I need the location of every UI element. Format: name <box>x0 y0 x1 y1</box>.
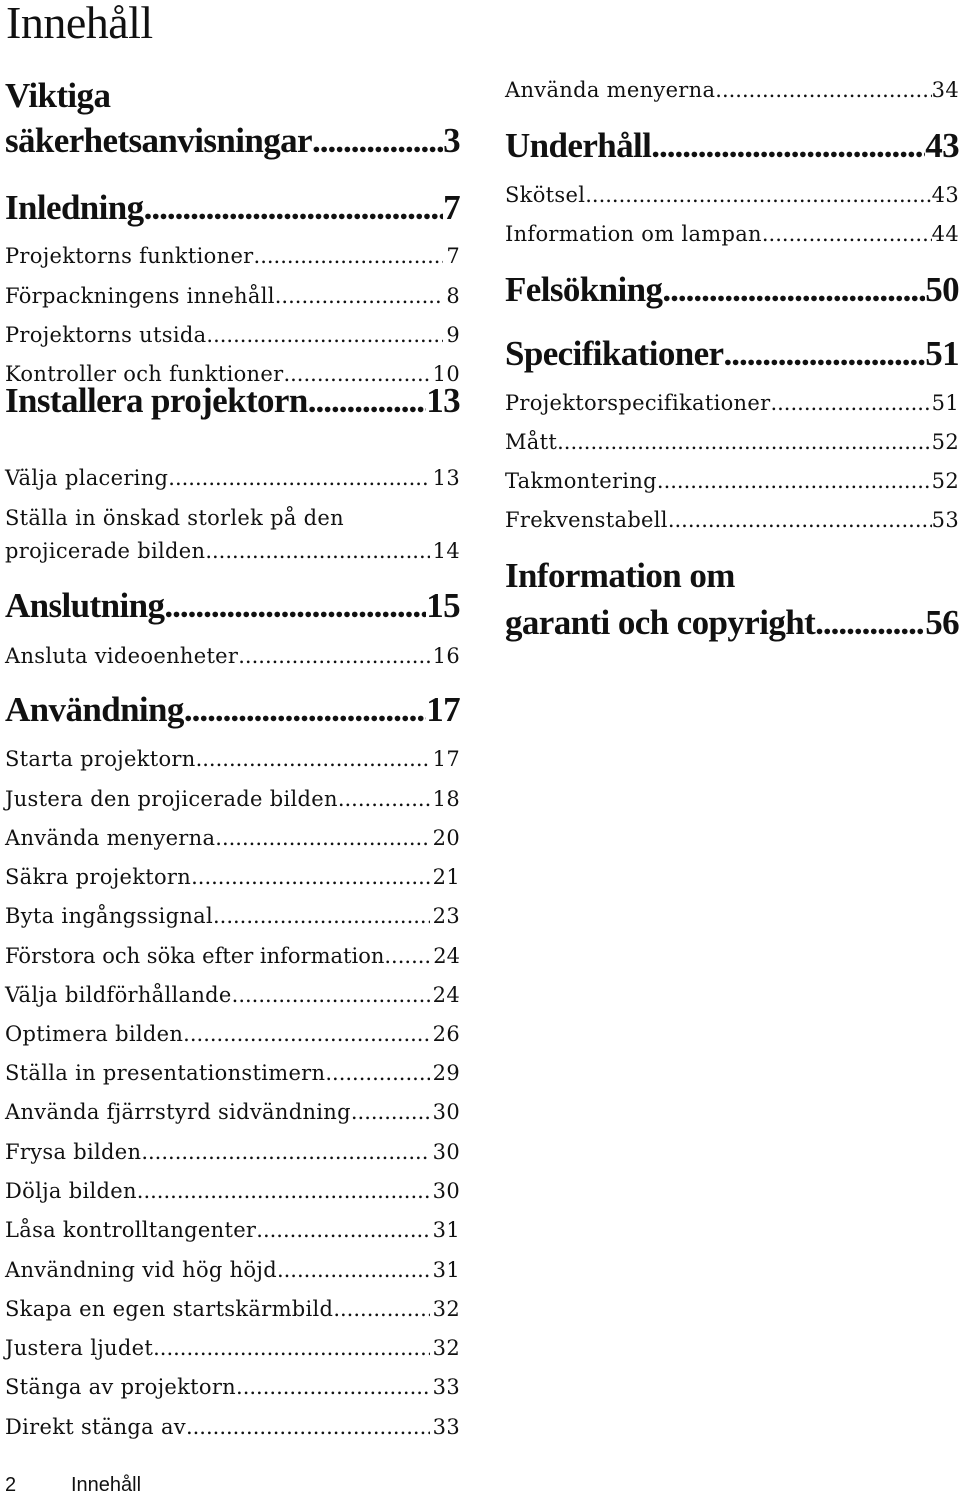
toc-page-number: 34 <box>931 78 959 102</box>
toc-section-entry[interactable] <box>5 322 460 348</box>
toc-section-entry[interactable] <box>5 903 460 929</box>
toc-page-number: 43 <box>931 183 959 207</box>
toc-entry-label: Dölja bilden <box>5 1179 137 1203</box>
toc-leader-dots <box>715 77 931 103</box>
toc-entry-label: Information om lampan <box>505 222 762 246</box>
toc-entry-label-line2: projicerade bilden <box>5 539 206 563</box>
toc-leader-dots <box>557 429 932 455</box>
toc-section-entry[interactable] <box>5 982 460 1008</box>
toc-entry-label-line2: säkerhetsanvisningar <box>5 121 312 160</box>
toc-entry-label: Takmontering <box>505 469 657 493</box>
toc-leader-dots <box>153 1335 430 1361</box>
toc-leader-dots <box>275 283 444 309</box>
toc-page-number: 3 <box>443 121 460 160</box>
toc-entry-label: Förstora och söka efter information <box>5 944 385 968</box>
toc-entry-label: Välja placering <box>5 466 169 490</box>
toc-entry-label: Låsa kontrolltangenter <box>5 1218 257 1242</box>
toc-page-number: 17 <box>426 690 460 729</box>
toc-page-number: 33 <box>432 1375 460 1399</box>
toc-entry-label: Underhåll <box>505 126 652 165</box>
toc-page-number: 26 <box>432 1022 460 1046</box>
footer-section-title: Innehåll <box>71 1474 142 1496</box>
toc-section-entry[interactable] <box>5 283 460 309</box>
toc-page-number: 31 <box>432 1218 460 1242</box>
toc-page-number: 13 <box>426 381 460 420</box>
toc-leader-dots <box>215 825 429 851</box>
toc-page-number: 44 <box>931 222 959 246</box>
toc-leader-dots <box>308 381 426 421</box>
toc-entry-label-line1: Viktiga <box>5 76 111 115</box>
toc-entry-label: Välja bildförhållande <box>5 983 232 1007</box>
toc-page-number: 13 <box>432 466 460 490</box>
toc-page-number: 14 <box>432 539 460 563</box>
toc-section-entry[interactable] <box>5 1139 460 1165</box>
toc-page-number: 7 <box>446 244 460 268</box>
toc-entry-label: Ansluta videoenheter <box>5 644 239 668</box>
toc-leader-dots <box>277 1257 430 1283</box>
toc-page-number: 29 <box>432 1061 460 1085</box>
toc-section-entry[interactable] <box>5 1099 460 1125</box>
toc-page-number: 30 <box>432 1179 460 1203</box>
toc-entry-label: Frekvenstabell <box>505 508 668 532</box>
toc-entry-label: Ställa in presentationstimern <box>5 1061 326 1085</box>
toc-section-entry[interactable] <box>505 77 959 103</box>
toc-leader-dots <box>196 746 430 772</box>
toc-leader-dots <box>312 121 443 161</box>
toc-page-number: 51 <box>931 391 959 415</box>
toc-page-number: 56 <box>925 603 959 642</box>
toc-leader-dots <box>232 982 430 1008</box>
toc-leader-dots <box>206 322 443 348</box>
toc-entry-label: Säkra projektorn <box>5 865 192 889</box>
toc-page-number: 51 <box>925 334 959 373</box>
toc-leader-dots <box>256 1217 429 1243</box>
toc-section-entry[interactable] <box>5 1060 460 1086</box>
toc-section-entry[interactable] <box>5 1217 460 1243</box>
toc-entry-label: Användning vid hög höjd <box>5 1258 277 1282</box>
toc-leader-dots <box>338 786 430 812</box>
toc-page-number: 33 <box>432 1415 460 1439</box>
toc-entry-label: Använda menyerna <box>505 78 716 102</box>
toc-leader-dots <box>164 586 426 626</box>
toc-page-number: 31 <box>432 1258 460 1282</box>
toc-page-number: 15 <box>426 586 460 625</box>
toc-section-entry[interactable] <box>5 643 460 669</box>
toc-leader-dots <box>137 1178 430 1204</box>
toc-leader-dots <box>651 126 925 166</box>
toc-leader-dots <box>723 334 925 374</box>
toc-page-number: 24 <box>433 944 460 968</box>
toc-page-number: 8 <box>446 284 460 308</box>
toc-page-number: 10 <box>432 362 460 386</box>
toc-leader-dots <box>657 468 932 494</box>
toc-left-column <box>5 0 460 1499</box>
toc-leader-dots <box>205 538 429 564</box>
toc-chapter-entry[interactable] <box>505 334 959 374</box>
toc-leader-dots <box>770 390 931 416</box>
toc-section-entry[interactable] <box>5 943 460 969</box>
toc-section-entry[interactable] <box>5 1021 460 1047</box>
toc-page-number: 43 <box>925 126 959 165</box>
toc-section-entry[interactable] <box>5 243 460 269</box>
toc-page-number: 17 <box>432 747 460 771</box>
toc-entry-label: Projektorns funktioner <box>5 244 254 268</box>
toc-section-entry[interactable] <box>5 746 460 772</box>
footer-page-number: 2 <box>5 1474 17 1496</box>
toc-leader-dots <box>585 182 931 208</box>
toc-section-entry[interactable] <box>505 221 959 247</box>
toc-section-entry[interactable] <box>505 468 959 494</box>
toc-chapter-entry[interactable] <box>5 381 460 421</box>
toc-page-number: 32 <box>432 1336 460 1360</box>
toc-page-number: 23 <box>432 904 460 928</box>
toc-leader-dots <box>141 1139 429 1165</box>
toc-entry-label: Inledning <box>5 188 144 227</box>
toc-entry-label: Skötsel <box>505 183 586 207</box>
toc-entry-label: Mått <box>505 430 558 454</box>
toc-leader-dots <box>384 943 433 969</box>
toc-chapter-entry[interactable] <box>5 690 460 730</box>
toc-entry-label: Användning <box>5 690 184 729</box>
toc-leader-dots <box>186 1414 430 1440</box>
toc-chapter-entry[interactable] <box>505 126 959 166</box>
toc-entry-label: Specifikationer <box>505 334 724 373</box>
toc-section-entry[interactable] <box>5 505 460 563</box>
toc-chapter-entry[interactable] <box>5 188 460 228</box>
toc-page-number: 20 <box>432 826 460 850</box>
toc-page-number: 53 <box>931 508 959 532</box>
toc-leader-dots <box>662 270 925 310</box>
toc-entry-label: Justera den projicerade bilden <box>5 787 338 811</box>
toc-page-number: 7 <box>443 188 460 227</box>
toc-entry-label-line2: garanti och copyright <box>505 603 816 642</box>
toc-leader-dots <box>213 903 430 929</box>
toc-page-number: 50 <box>925 270 959 309</box>
toc-page-number: 18 <box>432 787 460 811</box>
toc-section-entry[interactable] <box>505 507 959 533</box>
toc-section-entry[interactable] <box>5 786 460 812</box>
toc-entry-label: Använda fjärrstyrd sidvändning <box>5 1100 351 1124</box>
toc-leader-dots <box>236 1374 430 1400</box>
toc-page-number: 32 <box>432 1297 460 1321</box>
toc-leader-dots <box>168 465 429 491</box>
toc-entry-label: Justera ljudet <box>5 1336 154 1360</box>
toc-entry-label: Förpackningens innehåll <box>5 284 275 308</box>
toc-section-entry[interactable] <box>5 1178 460 1204</box>
toc-section-entry[interactable] <box>5 825 460 851</box>
toc-section-entry[interactable] <box>505 390 959 416</box>
toc-page-number: 21 <box>432 865 460 889</box>
toc-entry-label: Stänga av projektorn <box>5 1375 237 1399</box>
toc-leader-dots <box>238 643 429 669</box>
toc-leader-dots <box>351 1099 430 1125</box>
toc-chapter-entry[interactable] <box>5 76 460 160</box>
toc-leader-dots <box>183 1021 430 1047</box>
toc-entry-label: Optimera bilden <box>5 1022 184 1046</box>
toc-entry-label: Direkt stänga av <box>5 1415 186 1439</box>
toc-entry-label: Anslutning <box>5 586 165 625</box>
toc-leader-dots <box>668 507 932 533</box>
toc-leader-dots <box>762 221 932 247</box>
page-footer <box>5 1472 141 1498</box>
toc-section-entry[interactable] <box>5 1335 460 1361</box>
toc-leader-dots <box>325 1060 429 1086</box>
toc-section-entry[interactable] <box>5 1374 460 1400</box>
toc-page-number: 52 <box>931 469 959 493</box>
toc-entry-label: Felsökning <box>505 270 663 309</box>
toc-chapter-entry[interactable] <box>505 270 959 310</box>
toc-entry-label-line1: Information om <box>505 556 735 595</box>
toc-page-number: 30 <box>432 1140 460 1164</box>
toc-section-entry[interactable] <box>5 1414 460 1440</box>
toc-page-number: 24 <box>432 983 460 1007</box>
toc-page-number: 52 <box>931 430 959 454</box>
toc-page-number: 16 <box>432 644 460 668</box>
toc-entry-label: Projektorspecifikationer <box>505 391 771 415</box>
toc-section-entry[interactable] <box>5 1296 460 1322</box>
toc-page-number: 9 <box>446 323 460 347</box>
toc-entry-label: Starta projektorn <box>5 747 196 771</box>
toc-entry-label: Byta ingångssignal <box>5 904 213 928</box>
toc-entry-label: Frysa bilden <box>5 1140 142 1164</box>
toc-chapter-entry[interactable] <box>5 586 460 626</box>
toc-section-entry[interactable] <box>5 1257 460 1283</box>
toc-leader-dots <box>191 864 430 890</box>
toc-leader-dots <box>333 1296 429 1322</box>
toc-entry-label: Skapa en egen startskärmbild <box>5 1297 334 1321</box>
toc-chapter-entry[interactable] <box>505 556 959 642</box>
toc-right-column <box>505 0 959 1499</box>
toc-entry-label: Installera projektorn <box>5 381 308 420</box>
toc-section-entry[interactable] <box>505 429 959 455</box>
toc-leader-dots <box>254 243 444 269</box>
toc-section-entry[interactable] <box>5 864 460 890</box>
toc-entry-label: Använda menyerna <box>5 826 216 850</box>
page-title: Innehåll <box>6 0 153 48</box>
toc-leader-dots <box>144 188 444 228</box>
toc-leader-dots <box>815 603 925 643</box>
toc-entry-label-line1: Ställa in önskad storlek på den <box>5 506 344 530</box>
toc-leader-dots <box>184 690 426 730</box>
toc-section-entry[interactable] <box>505 182 959 208</box>
toc-page-number: 30 <box>432 1100 460 1124</box>
toc-entry-label: Projektorns utsida <box>5 323 207 347</box>
toc-section-entry[interactable] <box>5 465 460 491</box>
toc-entry-label: Kontroller och funktioner <box>5 362 284 386</box>
